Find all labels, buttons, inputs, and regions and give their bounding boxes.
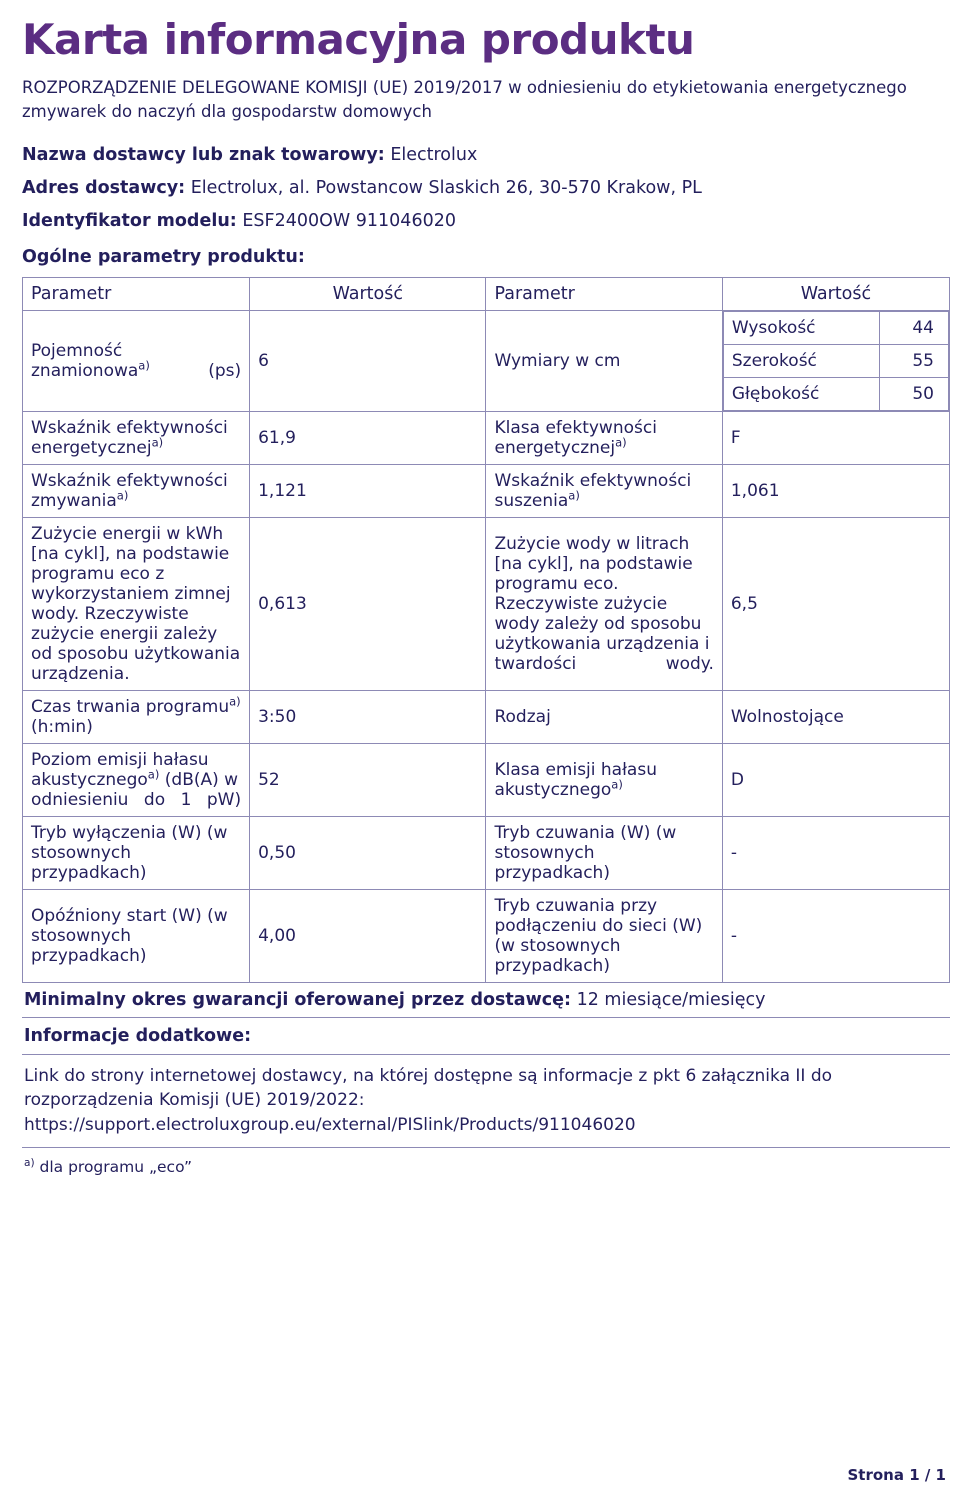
footnote-marker: a) xyxy=(615,435,627,450)
table-row xyxy=(23,743,950,816)
value-dimensions xyxy=(722,310,949,411)
additional-info-label: Informacje dodatkowe: xyxy=(22,1018,950,1055)
param-drying-efficiency-index: Wskaźnik efektywności suszenia$^{a)}$ xyxy=(486,464,722,517)
supplier-website-link[interactable]: Link do strony internetowej dostawcy, na której dostępne są informacje z pkt 6 załącznika II do rozporządzenia Komisji (UE) 2019/2022: https://support.electroluxgroup.eu/external/PISlink/Products/911046020 xyxy=(22,1055,950,1148)
param-energy-consumption: Zużycie energii w kWh [na cykl], na podstawie programu eco z wykorzystaniem zimnej wody. Rzeczywiste zużycie energii zależy od sposobu użytkowania urządzenia. xyxy=(23,517,250,690)
warranty-row xyxy=(22,983,950,1018)
footnote xyxy=(22,1148,950,1186)
regulation-reference: ROZPORZĄDZENIE DELEGOWANE KOMISJI (UE) 2019/2017 w odniesieniu do etykietowania energetycznego zmywarek do naczyń dla gospodarstw domowych xyxy=(22,78,907,122)
column-header-parametr-2: Parametr xyxy=(486,277,722,310)
value-noise-class: D xyxy=(722,743,949,816)
param-noise-emission: Poziom emisji hałasu akustycznego$^{a)}$ (dB(A) w odniesieniu do 1 pW) xyxy=(23,743,250,816)
column-header-parametr-1: Parametr xyxy=(23,277,250,310)
dimension-row-height xyxy=(723,311,948,344)
page-number: Strona 1 / 1 xyxy=(847,1466,946,1484)
dimension-label-depth: Głębokość xyxy=(723,377,879,410)
model-row xyxy=(22,208,950,234)
value-water-consumption: 6,5 xyxy=(722,517,949,690)
parameters-table xyxy=(22,277,950,983)
column-header-wartosc-2: Wartość xyxy=(722,277,949,310)
table-row xyxy=(23,517,950,690)
param-capacity: Pojemność znamionowa$^{a)}$ (ps) xyxy=(23,310,250,411)
supplier-label: Nazwa dostawcy lub znak towarowy: xyxy=(22,144,385,165)
param-standby-mode: Tryb czuwania (W) (w stosownych przypadkach) xyxy=(486,816,722,889)
value-delay-start: 4,00 xyxy=(250,889,486,982)
dimension-label-width: Szerokość xyxy=(723,344,879,377)
dimension-label-height: Wysokość xyxy=(723,311,879,344)
address-value: Electrolux, al. Powstancow Slaskich 26, 30-570 Krakow, PL xyxy=(190,178,702,199)
param-delay-start: Opóźniony start (W) (w stosownych przypadkach) xyxy=(23,889,250,982)
value-washing-efficiency-index: 1,121 xyxy=(250,464,486,517)
param-washing-efficiency-index: Wskaźnik efektywności zmywania$^{a)}$ xyxy=(23,464,250,517)
footnote-marker: a) xyxy=(151,435,164,450)
footnote-marker: a) xyxy=(147,767,160,782)
dimension-value-height: 44 xyxy=(880,311,949,344)
table-row xyxy=(23,411,950,464)
dimensions-table xyxy=(723,311,949,411)
param-networked-standby: Tryb czuwania przy podłączeniu do sieci (W) (w stosownych przypadkach) xyxy=(486,889,722,982)
model-value: ESF2400OW 911046020 xyxy=(242,211,456,232)
dimension-row-depth xyxy=(723,377,948,410)
supplier-value: Electrolux xyxy=(390,144,478,165)
param-energy-efficiency-class: Klasa efektywności energetycznej$^{a)}$ xyxy=(486,411,722,464)
footnote-marker: a) xyxy=(611,777,623,792)
column-header-wartosc-1: Wartość xyxy=(250,277,486,310)
table-header-row xyxy=(23,277,950,310)
value-energy-efficiency-index: 61,9 xyxy=(250,411,486,464)
value-drying-efficiency-index: 1,061 xyxy=(722,464,949,517)
param-noise-class: Klasa emisji hałasu akustycznego$^{a)}$ xyxy=(486,743,722,816)
footnote-marker: a) xyxy=(568,488,580,503)
value-standby-mode: - xyxy=(722,816,949,889)
footnote-marker: a) xyxy=(116,488,129,503)
footnote-marker: a) xyxy=(24,1156,35,1169)
param-water-consumption: Zużycie wody w litrach [na cykl], na podstawie programu eco. Rzeczywiste zużycie wody zależy od sposobu użytkowania urządzenia i twardości wody. xyxy=(486,517,722,690)
general-parameters-label: Ogólne parametry produktu: xyxy=(22,246,305,267)
warranty-value: 12 miesiące/miesięcy xyxy=(576,989,766,1010)
param-off-mode: Tryb wyłączenia (W) (w stosownych przypadkach) xyxy=(23,816,250,889)
footnote-marker: a) xyxy=(229,694,241,709)
page-title: Karta informacyjna produktu xyxy=(22,15,695,64)
value-type: Wolnostojące xyxy=(722,690,949,743)
warranty-label: Minimalny okres gwarancji oferowanej przez dostawcę: xyxy=(24,989,571,1010)
footnote-text: dla programu „eco” xyxy=(39,1157,193,1176)
table-row xyxy=(23,816,950,889)
supplier-row xyxy=(22,142,950,168)
param-programme-duration: Czas trwania programu$^{a)}$ (h:min) xyxy=(23,690,250,743)
model-label: Identyfikator modelu: xyxy=(22,211,237,232)
value-energy-efficiency-class: F xyxy=(722,411,949,464)
footnote-marker: a) xyxy=(138,358,150,373)
address-row xyxy=(22,175,950,201)
value-off-mode: 0,50 xyxy=(250,816,486,889)
table-row xyxy=(23,464,950,517)
value-noise-emission: 52 xyxy=(250,743,486,816)
dimension-value-depth: 50 xyxy=(880,377,949,410)
param-energy-efficiency-index: Wskaźnik efektywności energetycznej$^{a)}$ xyxy=(23,411,250,464)
param-type: Rodzaj xyxy=(486,690,722,743)
param-dimensions: Wymiary w cm xyxy=(486,310,722,411)
table-row xyxy=(23,889,950,982)
value-capacity: 6 xyxy=(250,310,486,411)
table-row xyxy=(23,690,950,743)
value-networked-standby: - xyxy=(722,889,949,982)
value-energy-consumption: 0,613 xyxy=(250,517,486,690)
value-programme-duration: 3:50 xyxy=(250,690,486,743)
dimension-row-width xyxy=(723,344,948,377)
address-label: Adres dostawcy: xyxy=(22,178,186,199)
dimension-value-width: 55 xyxy=(880,344,949,377)
table-row xyxy=(23,310,950,411)
